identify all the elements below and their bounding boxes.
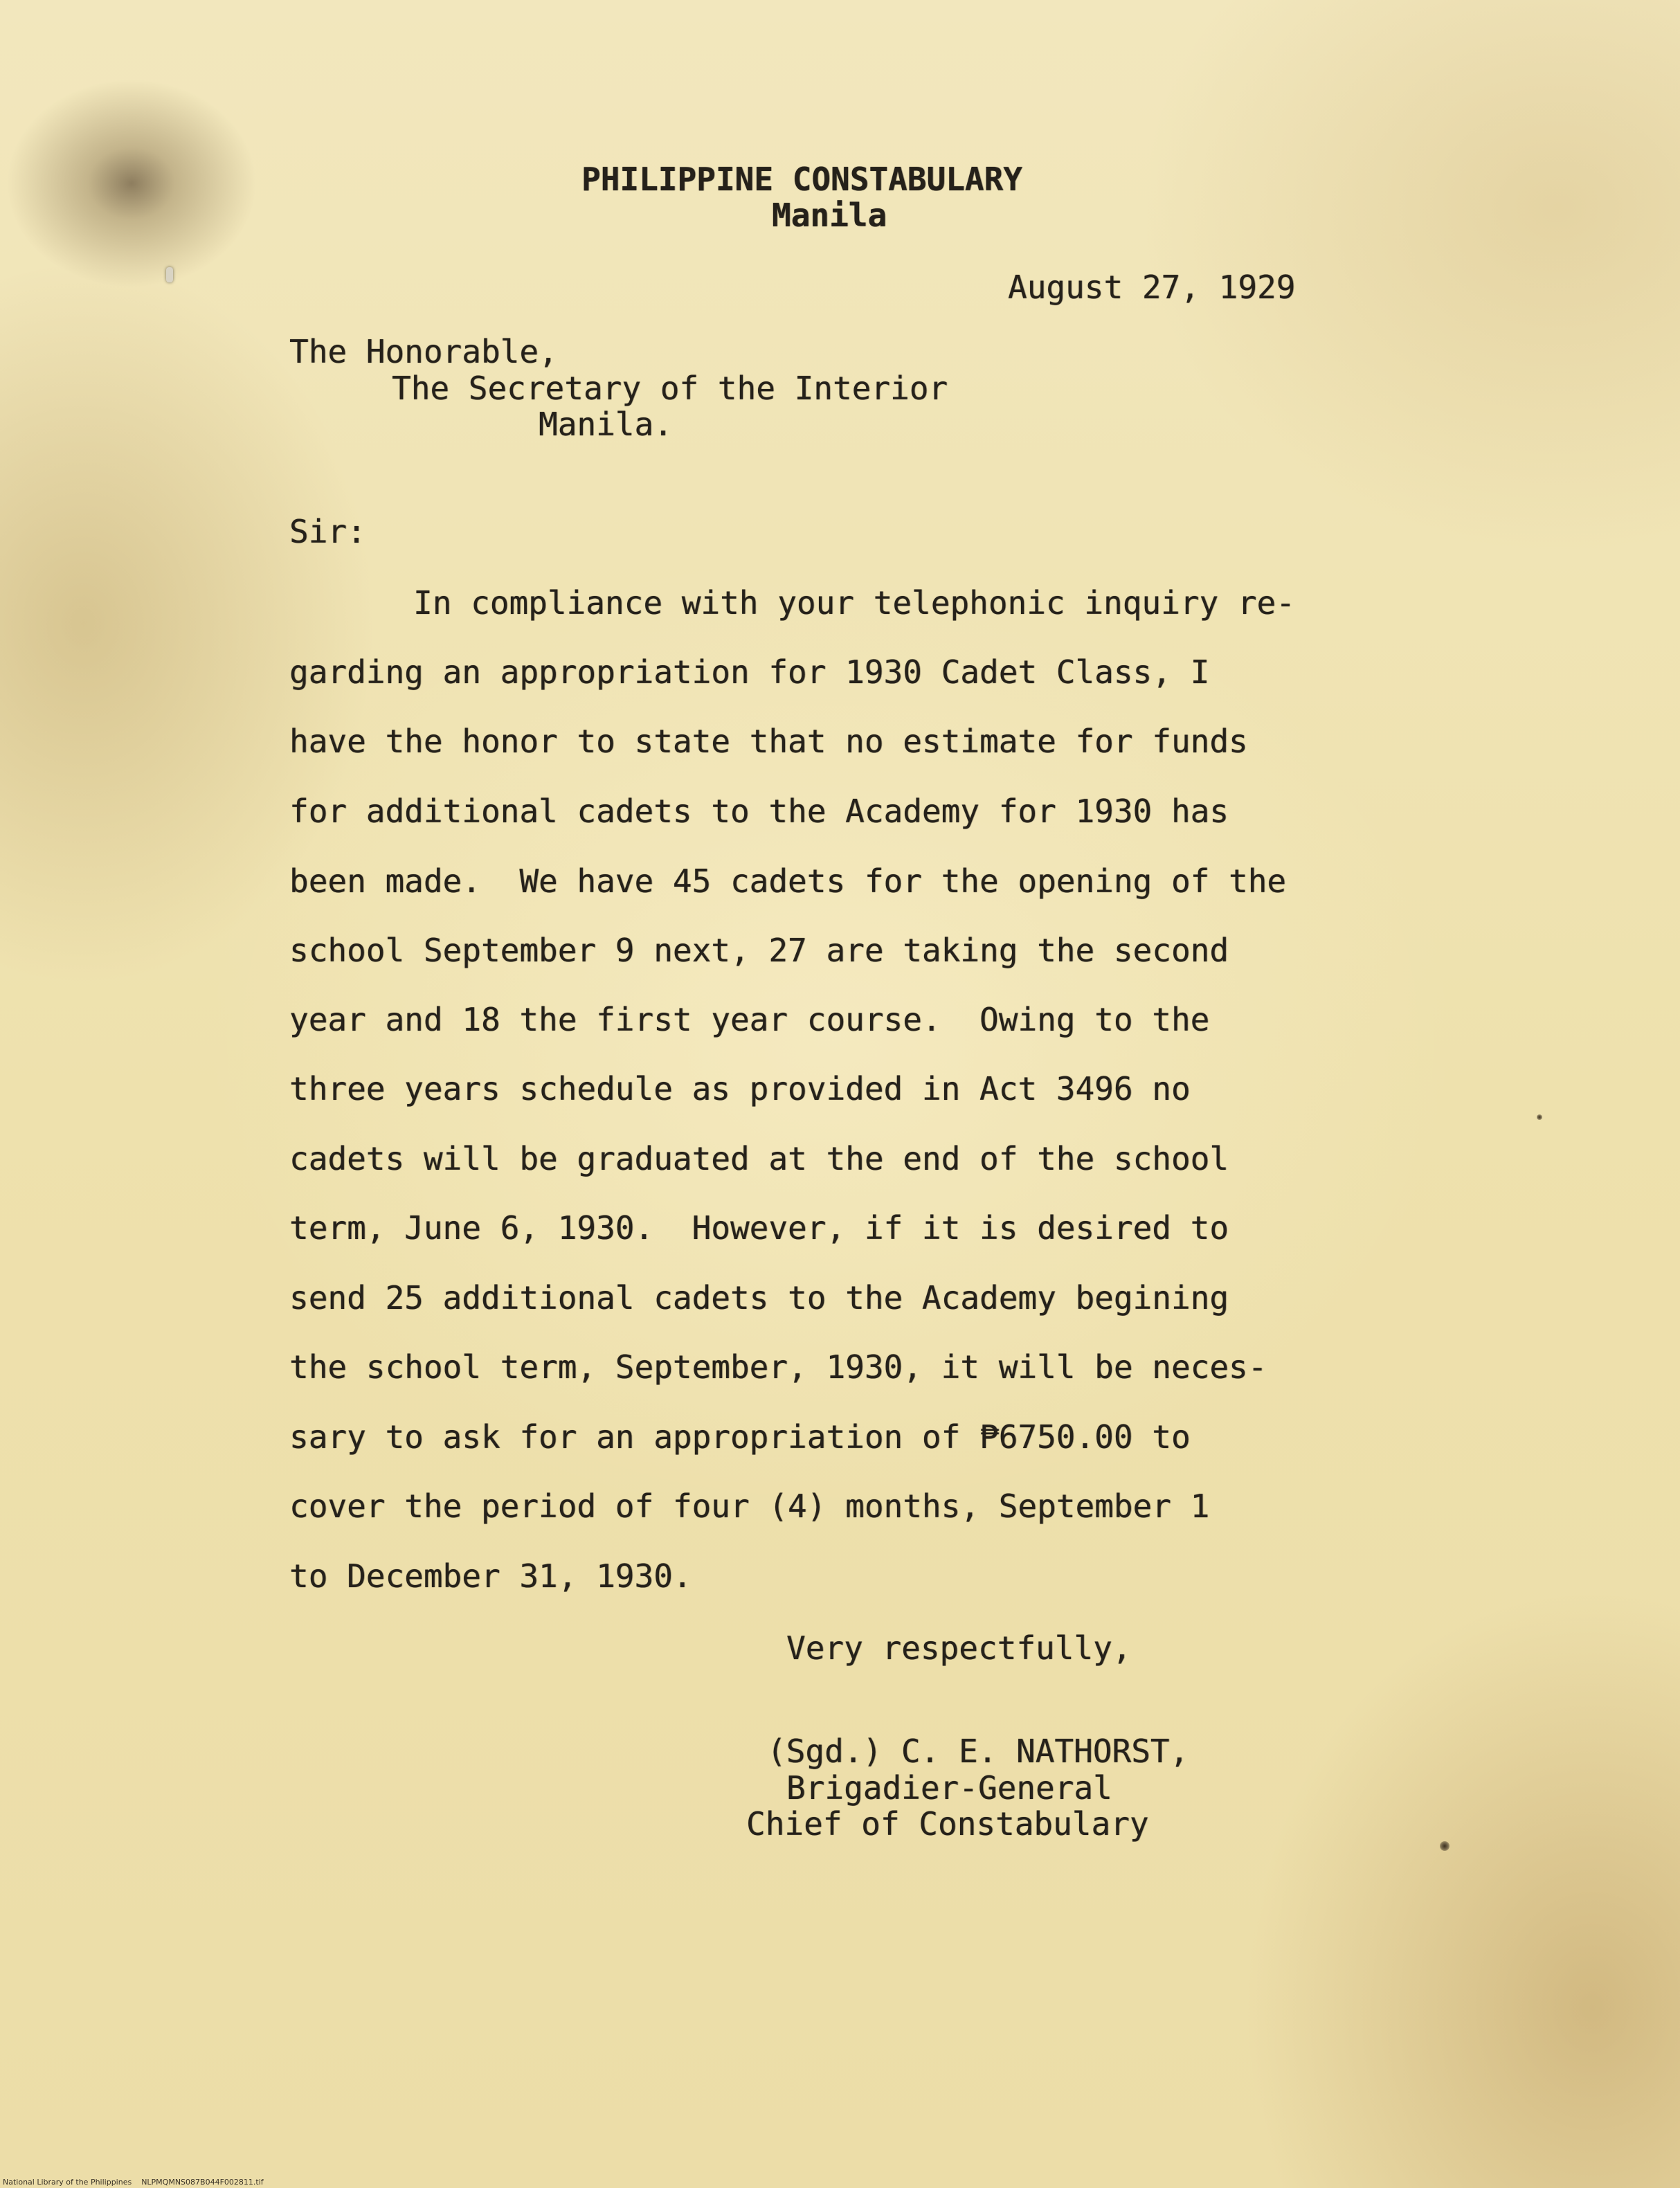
salutation: Sir:	[289, 513, 366, 550]
letter-date: August 27, 1929	[1008, 269, 1296, 306]
body-line: In compliance with your telephonic inquiry re-	[413, 584, 1295, 622]
body-line: term, June 6, 1930. However, if it is desired to	[289, 1209, 1229, 1247]
body-line: three years schedule as provided in Act 3496 no	[289, 1070, 1191, 1107]
body-line: to December 31, 1930.	[289, 1557, 692, 1595]
letterhead-city: Manila	[772, 197, 887, 234]
addressee-line-3: Manila.	[539, 406, 673, 443]
letterhead-organization: PHILIPPINE CONSTABULARY	[581, 161, 1022, 198]
paper-speck	[1440, 1841, 1449, 1851]
signature-rank: Brigadier-General	[786, 1769, 1112, 1807]
body-line: cadets will be graduated at the end of the school	[289, 1140, 1229, 1177]
body-line: the school term, September, 1930, it will be neces-	[289, 1348, 1267, 1386]
body-line: been made. We have 45 cadets for the opening of the	[289, 862, 1287, 900]
paper-speck	[1537, 1114, 1542, 1120]
body-line: year and 18 the first year course. Owing to the	[289, 1001, 1210, 1038]
body-line: send 25 additional cadets to the Academy begining	[289, 1279, 1229, 1317]
signature-title: Chief of Constabulary	[746, 1805, 1149, 1843]
body-line: garding an appropriation for 1930 Cadet Class, I	[289, 653, 1210, 691]
body-line: cover the period of four (4) months, September 1	[289, 1488, 1210, 1525]
body-line: school September 9 next, 27 are taking the second	[289, 932, 1229, 969]
staple-mark	[166, 267, 173, 282]
signature-name: (Sgd.) C. E. NATHORST,	[767, 1733, 1189, 1770]
body-line: for additional cadets to the Academy for 1930 has	[289, 793, 1229, 830]
closing: Very respectfully,	[786, 1629, 1132, 1667]
addressee-line-1: The Honorable,	[289, 333, 558, 370]
body-line: have the honor to state that no estimate for funds	[289, 723, 1248, 760]
addressee-line-2: The Secretary of the Interior	[392, 370, 948, 407]
body-line: sary to ask for an appropriation of ₱6750.00 to	[289, 1418, 1191, 1456]
archive-footer-caption: National Library of the Philippines NLPMQMNS087B044F002811.tif	[3, 2178, 264, 2187]
